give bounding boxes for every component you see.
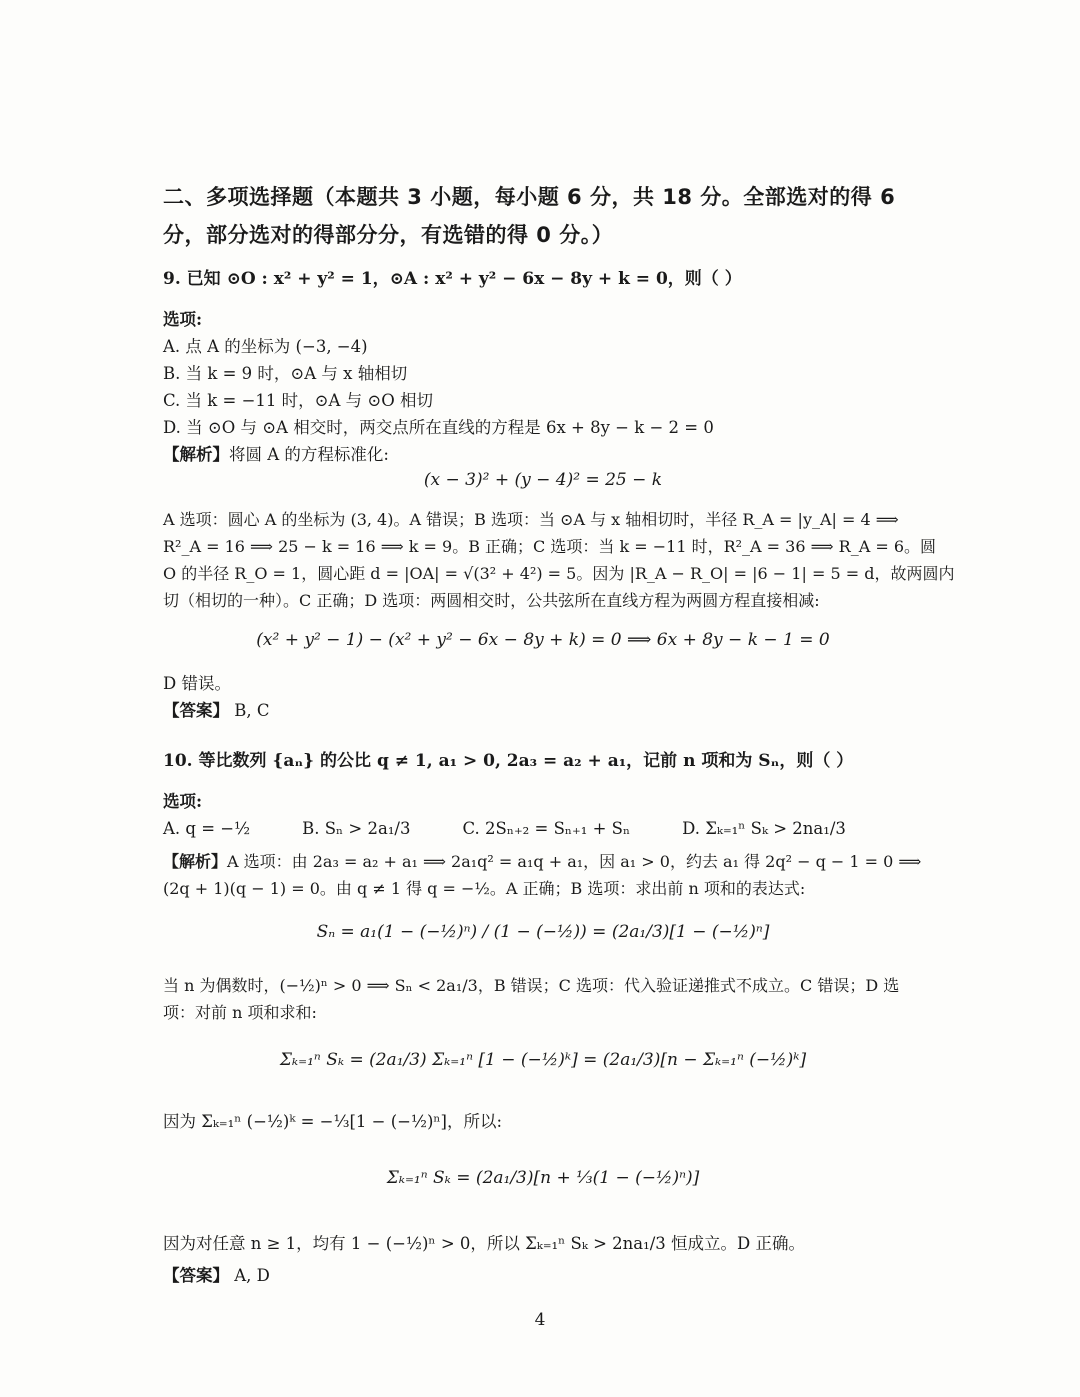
section-heading-line-1: 二、多项选择题（本题共 3 小题，每小题 6 分，共 18 分。全部选对的得 6 <box>163 185 896 209</box>
question-10-answer <box>163 1262 923 1289</box>
analysis-line: 切（相切的一种）。C 正确；D 选项：两圆相交时，公共弦所在直线方程为两圆方程直接相减: <box>163 591 820 610</box>
question-10-equation-3: Σₖ₌₁ⁿ Sₖ = (2a₁/3)[n + ⅓(1 − (−½)ⁿ)] <box>386 1168 700 1188</box>
analysis-line: (2q + 1)(q − 1) = 0。由 q ≠ 1 得 q = −½。A 正确；B 选项：求出前 n 项和的表达式: <box>163 879 806 898</box>
question-10-stem: 10. 等比数列 {aₙ} 的公比 q ≠ 1, a₁ > 0, 2a₃ = a₂ + a₁，记前 n 项和为 Sₙ，则（ ） <box>163 751 854 771</box>
question-9-option-a: A. 点 A 的坐标为 (−3, −4) <box>163 337 368 356</box>
question-10-analysis-start <box>163 848 923 902</box>
analysis-line: R²_A = 16 ⟹ 25 − k = 16 ⟹ k = 9。B 正确；C 选项：当 k = −11 时，R²_A = 36 ⟹ R_A = 6。圆 <box>163 537 937 556</box>
section-heading <box>163 178 923 254</box>
analysis-line: 当 n 为偶数时，(−½)ⁿ > 0 ⟹ Sₙ < 2a₁/3，B 错误；C 选项：代入验证递推式不成立。C 错误；D 选 <box>163 976 900 995</box>
analysis-text: A 选项：由 2a₃ = a₂ + a₁ ⟹ 2a₁q² = a₁q + a₁，因 a₁ > 0，约去 a₁ 得 2q² − q − 1 = 0 ⟹ <box>227 852 922 871</box>
analysis-tag: 【解析】 <box>163 445 229 464</box>
answer-tag: 【答案】 <box>163 701 229 720</box>
question-9-conclusion: D 错误。 <box>163 674 231 693</box>
question-9-equation-1: (x − 3)² + (y − 4)² = 25 − k <box>423 470 663 490</box>
analysis-line <box>163 848 923 875</box>
question-9-option-c: C. 当 k = −11 时，⊙A 与 ⊙O 相切 <box>163 391 433 410</box>
question-10-option-d: D. Σₖ₌₁ⁿ Sₖ > 2na₁/3 <box>682 819 846 838</box>
question-9-analysis-intro <box>163 441 923 468</box>
question-10-options-label: 选项: <box>163 792 203 811</box>
question-9-option-d: D. 当 ⊙O 与 ⊙A 相交时，两交点所在直线的方程是 6x + 8y − k − 2 = 0 <box>163 418 714 437</box>
question-10-equation-1: Sₙ = a₁(1 − (−½)ⁿ) / (1 − (−½)) = (2a₁/3)[1 − (−½)ⁿ] <box>316 922 770 942</box>
question-10-options <box>163 815 923 842</box>
question-9-analysis-body <box>163 506 955 614</box>
question-9-equation-2: (x² + y² − 1) − (x² + y² − 6x − 8y + k) = 0 ⟹ 6x + 8y − k − 1 = 0 <box>256 630 830 650</box>
question-9-answer <box>163 697 923 724</box>
page-number: 4 <box>534 1310 546 1330</box>
analysis-tag: 【解析】 <box>163 852 228 871</box>
analysis-intro-text: 将圆 A 的方程标准化: <box>229 445 389 464</box>
question-10-option-a: A. q = −½ <box>163 819 251 838</box>
analysis-line: A 选项：圆心 A 的坐标为 (3, 4)。A 错误；B 选项：当 ⊙A 与 x 轴相切时，半径 R_A = |y_A| = 4 ⟹ <box>163 510 899 529</box>
analysis-line: O 的半径 R_O = 1，圆心距 d = |OA| = √(3² + 4²) = 5。因为 |R_A − R_O| = |6 − 1| = 5 = d，故两圆内 <box>163 564 955 583</box>
question-10-analysis-mid <box>163 972 923 1026</box>
question-10-equation-2: Σₖ₌₁ⁿ Sₖ = (2a₁/3) Σₖ₌₁ⁿ [1 − (−½)ᵏ] = (2a₁/3)[n − Σₖ₌₁ⁿ (−½)ᵏ] <box>279 1050 807 1070</box>
question-9-stem: 9. 已知 ⊙O : x² + y² = 1，⊙A : x² + y² − 6x − 8y + k = 0，则（ ） <box>163 269 742 289</box>
answer-value: B, C <box>234 701 270 720</box>
section-heading-line-2: 分，部分选对的得部分分，有选错的得 0 分。） <box>163 223 614 247</box>
question-10-option-c: C. 2Sₙ₊₂ = Sₙ₊₁ + Sₙ <box>462 819 631 838</box>
answer-tag: 【答案】 <box>163 1266 229 1285</box>
analysis-line: 项：对前 n 项和求和: <box>163 1003 317 1022</box>
answer-value: A, D <box>234 1266 270 1285</box>
question-10-analysis-final: 因为对任意 n ≥ 1，均有 1 − (−½)ⁿ > 0，所以 Σₖ₌₁ⁿ Sₖ > 2na₁/3 恒成立。D 正确。 <box>163 1234 806 1253</box>
question-9-options-label: 选项: <box>163 310 203 329</box>
question-10-analysis-sum: 因为 Σₖ₌₁ⁿ (−½)ᵏ = −⅓[1 − (−½)ⁿ]，所以: <box>163 1112 503 1131</box>
question-10-option-b: B. Sₙ > 2a₁/3 <box>302 819 411 838</box>
question-9-option-b: B. 当 k = 9 时，⊙A 与 x 轴相切 <box>163 364 408 383</box>
